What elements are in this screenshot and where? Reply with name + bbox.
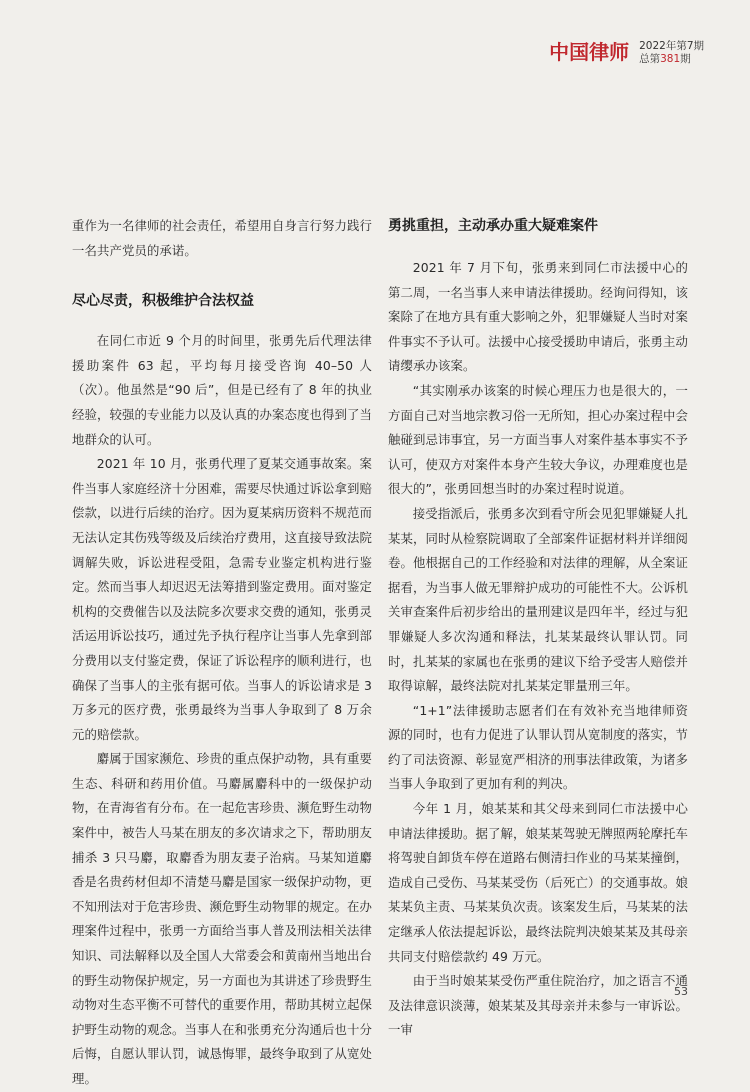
body-paragraph: “1+1”法律援助志愿者们在有效补充当地律师资源的同时，也有力促进了认罪认罚从宽制度的落实，节约了司法资源、彰显宽严相济的刑事法律政策，为诸多当事人争取到了更加有利的判决。 bbox=[388, 702, 688, 792]
body-paragraph: 今年 1 月，娘某某和其父母来到同仁市法援中心申请法律援助。据了解，娘某某驾驶无牌照两轮摩托车将驾驶自卸货车停在道路右侧清扫作业的马某某撞倒，造成自己受伤、马某某受伤（后死亡）的交通事故。娘某某负主责、马某某负次责。该案发生后，马某某的法定继承人依法提起诉讼，最终法院判决娘某某及其母亲共同支付赔偿款约 49 万元。 bbox=[388, 801, 688, 964]
section-heading-2: 勇挑重担，主动承办重大疑难案件 bbox=[388, 218, 598, 234]
issue-total-number bbox=[639, 53, 704, 66]
issue-total-suffix: 期 bbox=[680, 53, 691, 65]
page-number: 53 bbox=[674, 985, 688, 998]
section-heading-1: 尽心尽责，积极维护合法权益 bbox=[72, 293, 254, 310]
page-header bbox=[549, 40, 704, 66]
magazine-logo: 中国律师 bbox=[549, 40, 630, 64]
body-paragraph: 2021 年 7 月下旬，张勇来到同仁市法援中心的第二周，一名当事人来申请法律援助。经询问得知，该案除了在地方具有重大影响之外，犯罪嫌疑人当时对案件事实不予认可。法援中心接受援助申请后，张勇主动请缨承办该案。 bbox=[388, 260, 688, 374]
issue-total-value: 381 bbox=[660, 53, 681, 65]
right-column bbox=[388, 214, 688, 1043]
body-paragraph: 2021 年 10 月，张勇代理了夏某交通事故案。案件当事人家庭经济十分困难，需要尽快通过诉讼拿到赔偿款，以进行后续的治疗。因为夏某病历资料不规范而无法认定其伤残等级及后续治疗费用，这直接导致法院调解失败，诉讼进程受阻，急需专业鉴定机构进行鉴定。然而当事人却迟迟无法筹措到鉴定费用。面对鉴定机构的交费催告以及法院多次要求交费的通知，张勇灵活运用诉讼技巧，通过先予执行程序让当事人先拿到部分费用以支付鉴定费，保证了诉讼程序的顺利进行，也确保了当事人的主张有据可依。当事人的诉讼请求是 3 万多元的医疗费，张勇最终为当事人争取到了 8 万余元的赔偿款。 bbox=[72, 456, 372, 742]
body-paragraph: “其实刚承办该案的时候心理压力也是很大的，一方面自己对当地宗教习俗一无所知，担心办案过程中会触碰到忌讳事宜，另一方面当事人对案件基本事实不予认可，使双方对案件本身产生较大争议，办理难度也是很大的”，张勇回想当时的办案过程时说道。 bbox=[388, 382, 688, 497]
left-column bbox=[72, 214, 372, 1092]
body-paragraph: 接受指派后，张勇多次到看守所会见犯罪嫌疑人扎某某，同时从检察院调取了全部案件证据材料并详细阅卷。他根据自己的工作经验和对法律的理解，从全案证据看，为当事人做无罪辩护成功的可能性不大。公诉机关审查案件后初步给出的量刑建议是四年半，经过与犯罪嫌疑人多次沟通和释法，扎某某最终认罪认罚。同时，扎某某的家属也在张勇的建议下给予受害人赔偿并取得谅解，最终法院对扎某某定罪量刑三年。 bbox=[388, 505, 688, 694]
body-paragraph: 由于当时娘某某受伤严重住院治疗，加之语言不通及法律意识淡薄，娘某某及其母亲并未参与一审诉讼。一审 bbox=[388, 973, 688, 1038]
intro-paragraph: 重作为一名律师的社会责任，希望用自身言行努力践行一名共产党员的承诺。 bbox=[72, 218, 372, 258]
body-paragraph: 麝属于国家濒危、珍贵的重点保护动物，具有重要生态、科研和药用价值。马麝属麝科中的一级保护动物，在青海省有分布。在一起危害珍贵、濒危野生动物案件中，被告人马某在朋友的多次请求之下，帮助朋友捕杀 3 只马麝，取麝香为朋友妻子治病。马某知道麝香是名贵药材但却不清楚马麝是国家一级保护动物，更不知刑法对于危害珍贵、濒危野生动物罪的规定。在办理案件过程中，张勇一方面给当事人普及刑法相关法律知识、司法解释以及全国人大常委会和黄南州当地出台的野生动物保护规定，另一方面也为其讲述了珍贵野生动物对生态平衡不可替代的重要作用，帮助其树立起保护野生动物的观念。当事人在和张勇充分沟通后也十分后悔，自愿认罪认罚，诚恳悔罪，最终争取到了从宽处理。 bbox=[72, 751, 372, 1086]
body-paragraph: 在同仁市近 9 个月的时间里，张勇先后代理法律援助案件 63 起，平均每月接受咨询 40–50 人（次）。他虽然是“90 后”，但是已经有了 8 年的执业经验，较强的专业能力以及认真的办案态度也得到了当地群众的认可。 bbox=[72, 333, 372, 447]
issue-year-number: 2022年第7期 bbox=[639, 40, 704, 52]
issue-total-prefix: 总第 bbox=[639, 53, 661, 65]
issue-info bbox=[639, 40, 704, 66]
